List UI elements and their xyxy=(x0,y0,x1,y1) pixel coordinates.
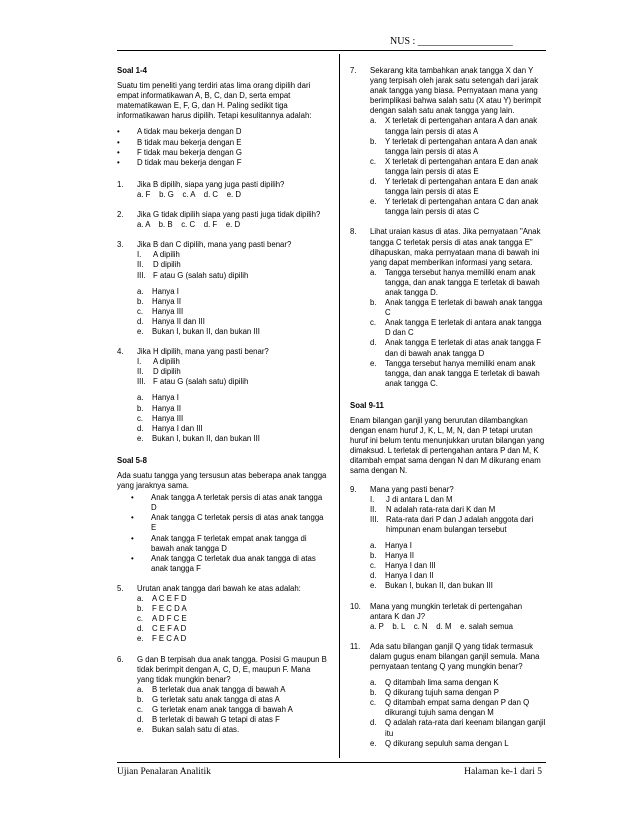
question-10: 10. Mana yang mungkin terletak di pertengahan antara K dan J? a. P b. L c. N d. M e. salah semua xyxy=(350,602,546,632)
question-1: 1. Jika B dipilih, siapa yang juga pasti dipilih? a. F b. G c. A d. C e. D xyxy=(117,180,327,200)
page-number: Halaman ke-1 dari 5 xyxy=(464,767,542,777)
section-intro: Suatu tim peneliti yang terdiri atas lima orang dipilih dari empat informatikawan A, B, C, dan D, serta empat matematikawan E, F, G, dan H. Paling sedikit tiga informatikawan harus dipilih. Tetapi kesulitannya adalah: xyxy=(117,81,312,121)
option-list: a. B terletak dua anak tangga di bawah A b. G terletak satu anak tangga di atas A c. G terletak enam anak tangga di bawah A d. B terletak di bawah G tetapi di atas F e. Bukan salah satu di atas. xyxy=(137,684,293,735)
footer-title: Ujian Penalaran Analitik xyxy=(117,767,211,777)
bottom-rule xyxy=(117,762,546,763)
question-11: 11. Ada satu bilangan ganjil Q yang tidak termasuk dalam gugus enam bilangan ganjil semula. Mana pernyataan tentang Q yang mungkin benar? a. Q ditambah lima sama dengan K b. Q dikurang tujuh sama dengan P c. Q ditambah empat sama dengan P dan Q dikurangi tujuh sama dengan M d. Q adalah rata-rata dari keenam bilangan ganjil itu e. Q dikurang sepuluh sama dengan L xyxy=(350,641,546,748)
nus-field: NUS : ___________________ xyxy=(390,36,513,47)
rule-item: • D tidak mau bekerja dengan F xyxy=(117,157,242,167)
rule-item: • Anak tangga C terletak persis di atas anak tangga E xyxy=(131,513,324,533)
option-list: a. Tangga tersebut hanya memiliki enam anak tangga, dan anak tangga E terletak di bawah anak tangga D. b. Anak tangga E terletak di bawah anak tangga C c. Anak tangga E terletak di antara anak tangga D dan C d. Anak tangga E terletak di atas anak tangga F dan di bawah anak tangga D e. Tangga tersebut hanya memiliki enam anak tangga, dan anak tangga E terletak di bawah anak tangga C. xyxy=(370,267,543,388)
answer-choices: a. F b. G c. A d. C e. D xyxy=(137,189,241,199)
rule-item: • F tidak mau bekerja dengan G xyxy=(117,147,242,157)
answer-choices: a. P b. L c. N d. M e. salah semua xyxy=(370,621,514,631)
left-column xyxy=(117,66,327,735)
right-column xyxy=(350,66,546,749)
section-heading: Soal 1-4 xyxy=(117,66,147,75)
question-3: 3. Jika B dan C dipilih, mana yang pasti benar? I. A dipilih II. D dipilih III. F atau G (salah satu) dipilih a. Hanya I b. Hanya II c. Hanya III d. Hanya II dan III e. Bukan I, bukan II, dan bukan III xyxy=(117,240,327,337)
option-list: a. A C E F D b. F E C D A c. A D F C E d. C E F A D e. F E C A D xyxy=(137,594,187,644)
rule-item: • Anak tangga C terletak dua anak tangga di atas anak tangga F xyxy=(131,553,316,573)
top-rule xyxy=(117,50,546,51)
rule-item: • Anak tangga F terletak empat anak tangga di bawah anak tangga D xyxy=(131,533,307,553)
section-heading: Soal 5-8 xyxy=(117,455,147,465)
question-7: 7. Sekarang kita tambahkan anak tangga X dan Y yang terpisah oleh jarak satu setengah dari jarak anak tangga yang biasa. Pernyataan mana yang berimplikasi bahwa salah satu (X atau Y) berimpit dengan salah satu anak tangga yang lain. a. X terletak di pertengahan antara A dan anak tangga lain persis di atas A b. Y terletak di pertengahan antara A dan anak tangga lain persis di atas A c. X terletak di pertengahan antara E dan anak tangga lain persis di atas E d. Y terletak di pertengahan antara E dan anak tangga lain persis di atas E e. Y terletak di pertengahan antara C dan anak tangga lain persis di atas C xyxy=(350,66,546,217)
question-4: 4. Jika H dipilih, mana yang pasti benar? I. A dipilih II. D dipilih III. F atau G (salah satu) dipilih a. Hanya I b. Hanya II c. Hanya III d. Hanya I dan III e. Bukan I, bukan II, dan bukan III xyxy=(117,347,327,444)
rule-item: • A tidak mau bekerja dengan D xyxy=(117,127,242,137)
statement-list: I. J di antara L dan M II. N adalah rata-rata dari K dan M III. Rata-rata dari P dan J adalah anggota dari himpunan enam bulangan tersebut xyxy=(370,494,534,534)
statement-list: I. A dipilih II. D dipilih III. F atau G (salah satu) dipilih xyxy=(137,250,249,280)
option-list: a. Hanya I b. Hanya II c. Hanya I dan III d. Hanya I dan II e. Bukan I, bukan II, dan bukan III xyxy=(370,541,493,591)
question-5: 5. Urutan anak tangga dari bawah ke atas adalah: a. A C E F D b. F E C D A c. A D F C E d. C E F A D e. F E C A D xyxy=(117,584,327,645)
section-heading: Soal 9-11 xyxy=(350,400,384,410)
rule-item: • B tidak mau bekerja dengan E xyxy=(117,137,242,147)
option-list: a. Q ditambah lima sama dengan K b. Q dikurang tujuh sama dengan P c. Q ditambah empat sama dengan P dan Q dikurangi tujuh sama dengan M d. Q adalah rata-rata dari keenam bilangan ganjil itu e. Q dikurang sepuluh sama dengan L xyxy=(370,678,546,748)
question-9: 9. Mana yang pasti benar? I. J di antara L dan M II. N adalah rata-rata dari K dan M III. Rata-rata dari P dan J adalah anggota dari himpunan enam bulangan tersebut a. Hanya I b. Hanya II c. Hanya I dan III d. Hanya I dan II e. Bukan I, bukan II, dan bukan III xyxy=(350,485,546,592)
option-list: a. Hanya I b. Hanya II c. Hanya III d. Hanya I dan III e. Bukan I, bukan II, dan bukan III xyxy=(137,393,260,443)
column-divider xyxy=(339,54,340,758)
option-list: a. Hanya I b. Hanya II c. Hanya III d. Hanya II dan III e. Bukan I, bukan II, dan bukan III xyxy=(137,286,260,336)
section-intro: Enam bilangan ganjil yang berurutan dilambangkan dengan enam huruf J, K, L, M, N, dan P tetapi urutan huruf ini belum tentu menunjukkan urutan bilangan yang dimaksud. L terletak di pertengahan antara P dan M, K ditambah empat sama dengan N dan M dikurang enam sama dengan N. xyxy=(350,416,545,476)
question-6: 6. G dan B terpisah dua anak tangga. Posisi G maupun B tidak berimpit dengan A, C, D, E, maupun F. Mana yang tidak mungkin benar? a. B terletak dua anak tangga di bawah A b. G terletak satu anak tangga di atas A c. G terletak enam anak tangga di bawah A d. B terletak di bawah G tetapi di atas F e. Bukan salah satu di atas. xyxy=(117,654,327,735)
answer-choices: a. A b. B c. C d. F e. D xyxy=(137,220,241,230)
statement-list: I. A dipilih II. D dipilih III. F atau G (salah satu) dipilih xyxy=(137,357,249,387)
option-list: a. X terletak di pertengahan antara A dan anak tangga lain persis di atas A b. Y terletak di pertengahan antara A dan anak tangga lain persis di atas A c. X terletak di pertengahan antara E dan anak tangga lain persis di atas E d. Y terletak di pertengahan antara E dan anak tangga lain persis di atas E e. Y terletak di pertengahan antara C dan anak tangga lain persis di atas C xyxy=(370,116,539,217)
section-intro: Ada suatu tangga yang tersusun atas beberapa anak tangga yang jaraknya sama. xyxy=(117,471,327,491)
question-8: 8. Lihat uraian kasus di atas. Jika pernyataan "Anak tangga C terletak persis di atas anak tangga E" dihapuskan, maka pernyataan mana di bawah ini yang dapat memberikan informasi yang setara. a. Tangga tersebut hanya memiliki enam anak tangga, dan anak tangga E terletak di bawah anak tangga D. b. Anak tangga E terletak di bawah anak tangga C c. Anak tangga E terletak di antara anak tangga D dan C d. Anak tangga E terletak di atas anak tangga F dan di bawah anak tangga D e. Tangga tersebut hanya memiliki enam anak tangga, dan anak tangga E terletak di bawah anak tangga C. xyxy=(350,227,546,389)
rule-item: • Anak tangga A terletak persis di atas anak tangga D xyxy=(131,493,323,513)
question-2: 2. Jika G tidak dipilih siapa yang pasti juga tidak dipilih? a. A b. B c. C d. F e. D xyxy=(117,210,327,230)
